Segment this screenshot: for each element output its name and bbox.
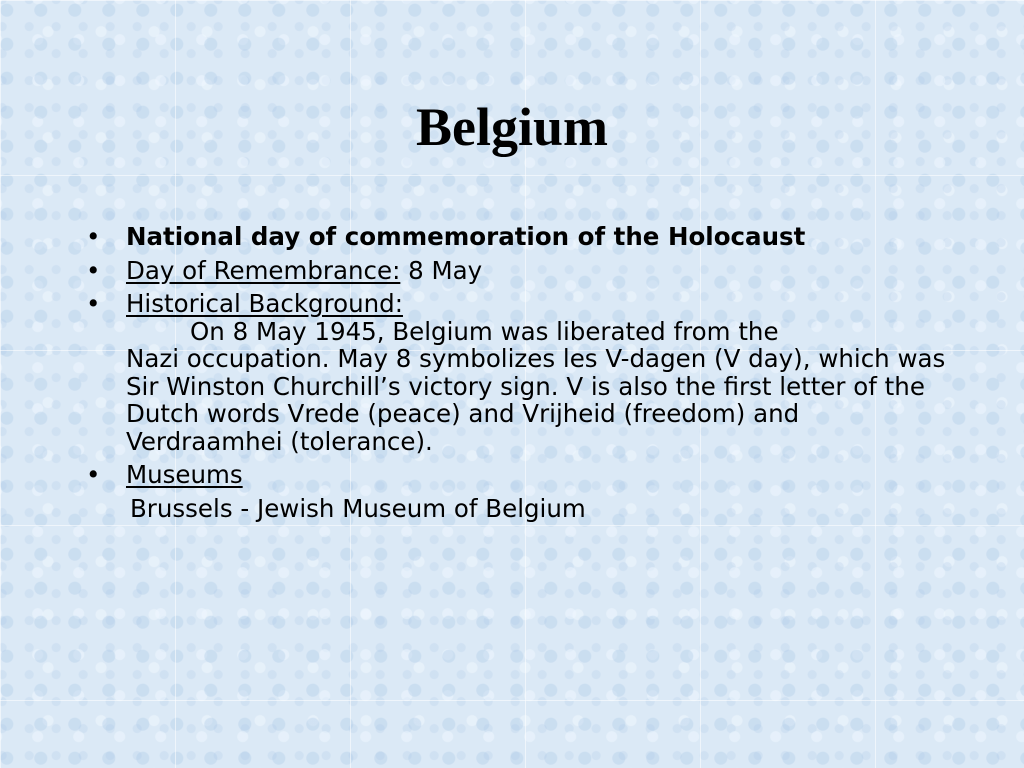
bullet-text: National day of commemoration of the Holocaust bbox=[126, 222, 806, 251]
bullet-item-remembrance-day bbox=[86, 257, 946, 285]
museums-label: Museums bbox=[126, 460, 243, 489]
remembrance-label: Day of Remembrance: bbox=[126, 255, 401, 285]
bullet-dot-icon: • bbox=[86, 460, 101, 489]
slide-title: Belgium bbox=[415, 97, 608, 157]
historical-background-label: Historical Background: bbox=[126, 289, 403, 318]
museum-detail: Brussels - Jewish Museum of Belgium bbox=[130, 493, 586, 523]
bullet-dot-icon: • bbox=[86, 255, 101, 285]
bullet-item-holocaust-day bbox=[86, 223, 946, 251]
bullet-item-museums bbox=[86, 461, 946, 489]
bullet-item-historical-background bbox=[86, 290, 946, 455]
remembrance-value: 8 May bbox=[400, 255, 483, 285]
historical-paragraph-first-line: On 8 May 1945, Belgium was liberated from the bbox=[190, 316, 779, 346]
bullet-list bbox=[86, 223, 946, 522]
bullet-dot-icon: • bbox=[86, 289, 101, 318]
historical-paragraph-rest: Nazi occupation. May 8 symbolizes les V-dagen (V day), which was Sir Winston Churchill’s victory sign. V is also the first letter of the Dutch words Vrede (peace) and Vrijheid (freedom) and Verdraamhei (tolerance). bbox=[126, 344, 946, 456]
bullet-dot-icon: • bbox=[86, 222, 101, 251]
